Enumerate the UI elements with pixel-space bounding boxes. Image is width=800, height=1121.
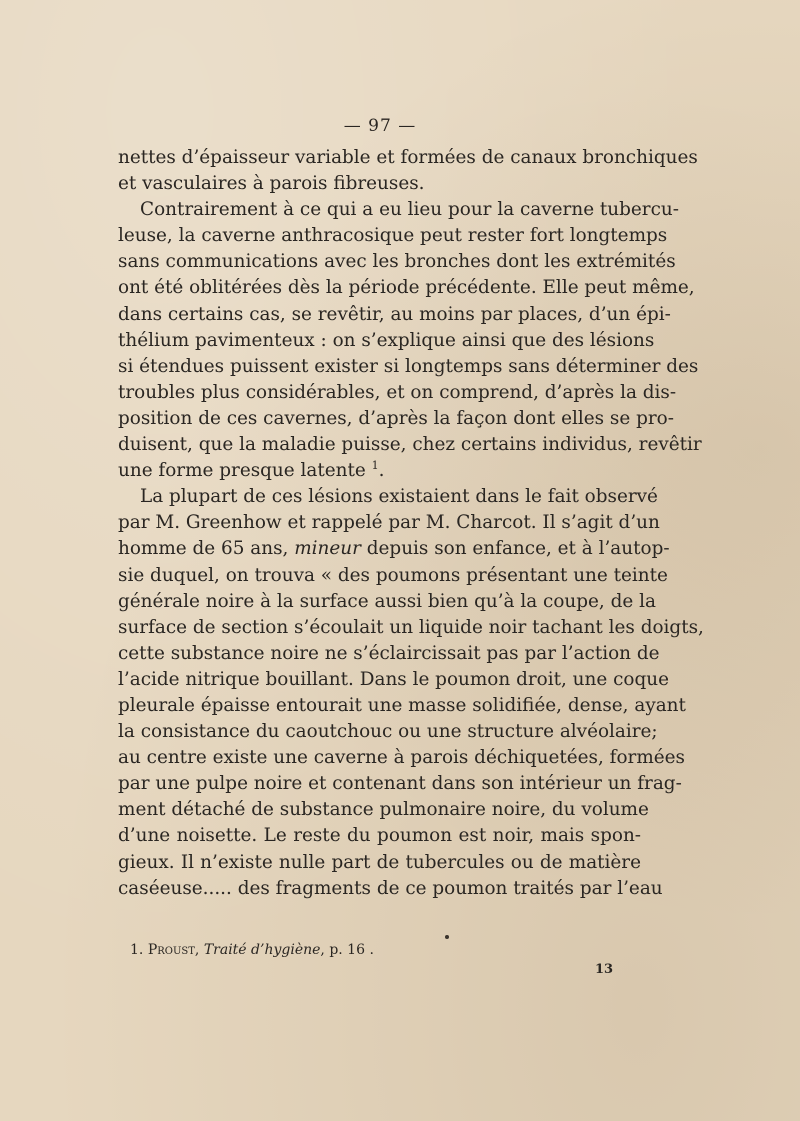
text-line: générale noire à la surface aussi bien qu’à la coupe, de la: [118, 590, 656, 612]
footnote-author: Proust: [147, 942, 195, 958]
footnote-number: 1.: [130, 942, 144, 958]
page-number: — 97 —: [343, 116, 417, 136]
text-line: thélium pavimenteux : on s’explique ainsi que des lésions: [118, 329, 655, 351]
text-line: leuse, la caverne anthracosique peut rester fort longtemps: [118, 225, 668, 247]
footnote: [130, 940, 374, 960]
text-fragment: depuis son enfance, et à l’autop-: [366, 538, 670, 560]
text-line-with-italic: [118, 536, 670, 562]
text-line: nettes d’épaisseur variable et formées de canaux bronchiques: [118, 147, 698, 168]
signature-mark: 13: [595, 962, 614, 977]
italic-word: mineur: [294, 538, 361, 560]
text-line: duisent, que la maladie puisse, chez certains individus, revêtir: [118, 434, 702, 456]
text-line: d’une noisette. Le reste du poumon est noir, mais spon-: [118, 825, 641, 847]
text-line: troubles plus considérables, et on comprend, d’après la dis-: [118, 381, 677, 403]
text-line: l’acide nitrique bouillant. Dans le poumon droit, une coque: [118, 668, 669, 690]
text-line: par une pulpe noire et contenant dans son intérieur un frag-: [118, 773, 682, 795]
text-fragment: une forme presque latente: [118, 460, 366, 482]
footnote-separator-dot: [445, 935, 449, 939]
text-line: position de ces cavernes, d’après la façon dont elles se pro-: [118, 407, 674, 429]
text-line: sie duquel, on trouva « des poumons présentant une teinte: [118, 564, 668, 586]
text-line: sans communications avec les bronches dont les extrémités: [118, 251, 676, 273]
text-fragment: homme de 65 ans,: [118, 538, 289, 560]
text-line: surface de section s’écoulait un liquide noir tachant les doigts,: [118, 616, 704, 638]
text-line: si étendues puissent exister si longtemps sans déterminer des: [118, 355, 699, 377]
text-line: cette substance noire ne s’éclaircissait pas par l’action de: [118, 642, 660, 664]
body-text: [118, 145, 704, 902]
text-line: pleurale épaisse entourait une masse solidifiée, dense, ayant: [118, 694, 686, 716]
text-line: et vasculaires à parois fibreuses.: [118, 173, 425, 195]
text-line: ont été oblitérées dès la période précédente. Elle peut même,: [118, 277, 695, 299]
footnote-reference[interactable]: 1: [371, 459, 379, 472]
text-line: Contrairement à ce qui a eu lieu pour la caverne tubercu-: [140, 199, 679, 221]
text-line: gieux. Il n’existe nulle part de tubercules ou de matière: [118, 851, 641, 873]
text-line: la consistance du caoutchouc ou une structure alvéolaire;: [118, 721, 658, 743]
text-fragment: .: [378, 460, 385, 482]
text-line-with-note: [118, 458, 641, 484]
footnote-rest: , p. 16 .: [320, 942, 374, 958]
text-line: La plupart de ces lésions existaient dans le fait observé: [140, 486, 658, 508]
text-line: caséeuse..... des fragments de ce poumon traités par l’eau: [118, 877, 663, 899]
text-line: au centre existe une caverne à parois déchiquetées, formées: [118, 747, 685, 769]
text-line: ment détaché de substance pulmonaire noire, du volume: [118, 799, 649, 821]
footnote-separator: ,: [194, 942, 200, 958]
text-line: par M. Greenhow et rappelé par M. Charcot. Il s’agit d’un: [118, 512, 660, 534]
footnote-title: Traité d’hygiène: [203, 942, 321, 958]
text-line: dans certains cas, se revêtir, au moins par places, d’un épi-: [118, 303, 671, 325]
